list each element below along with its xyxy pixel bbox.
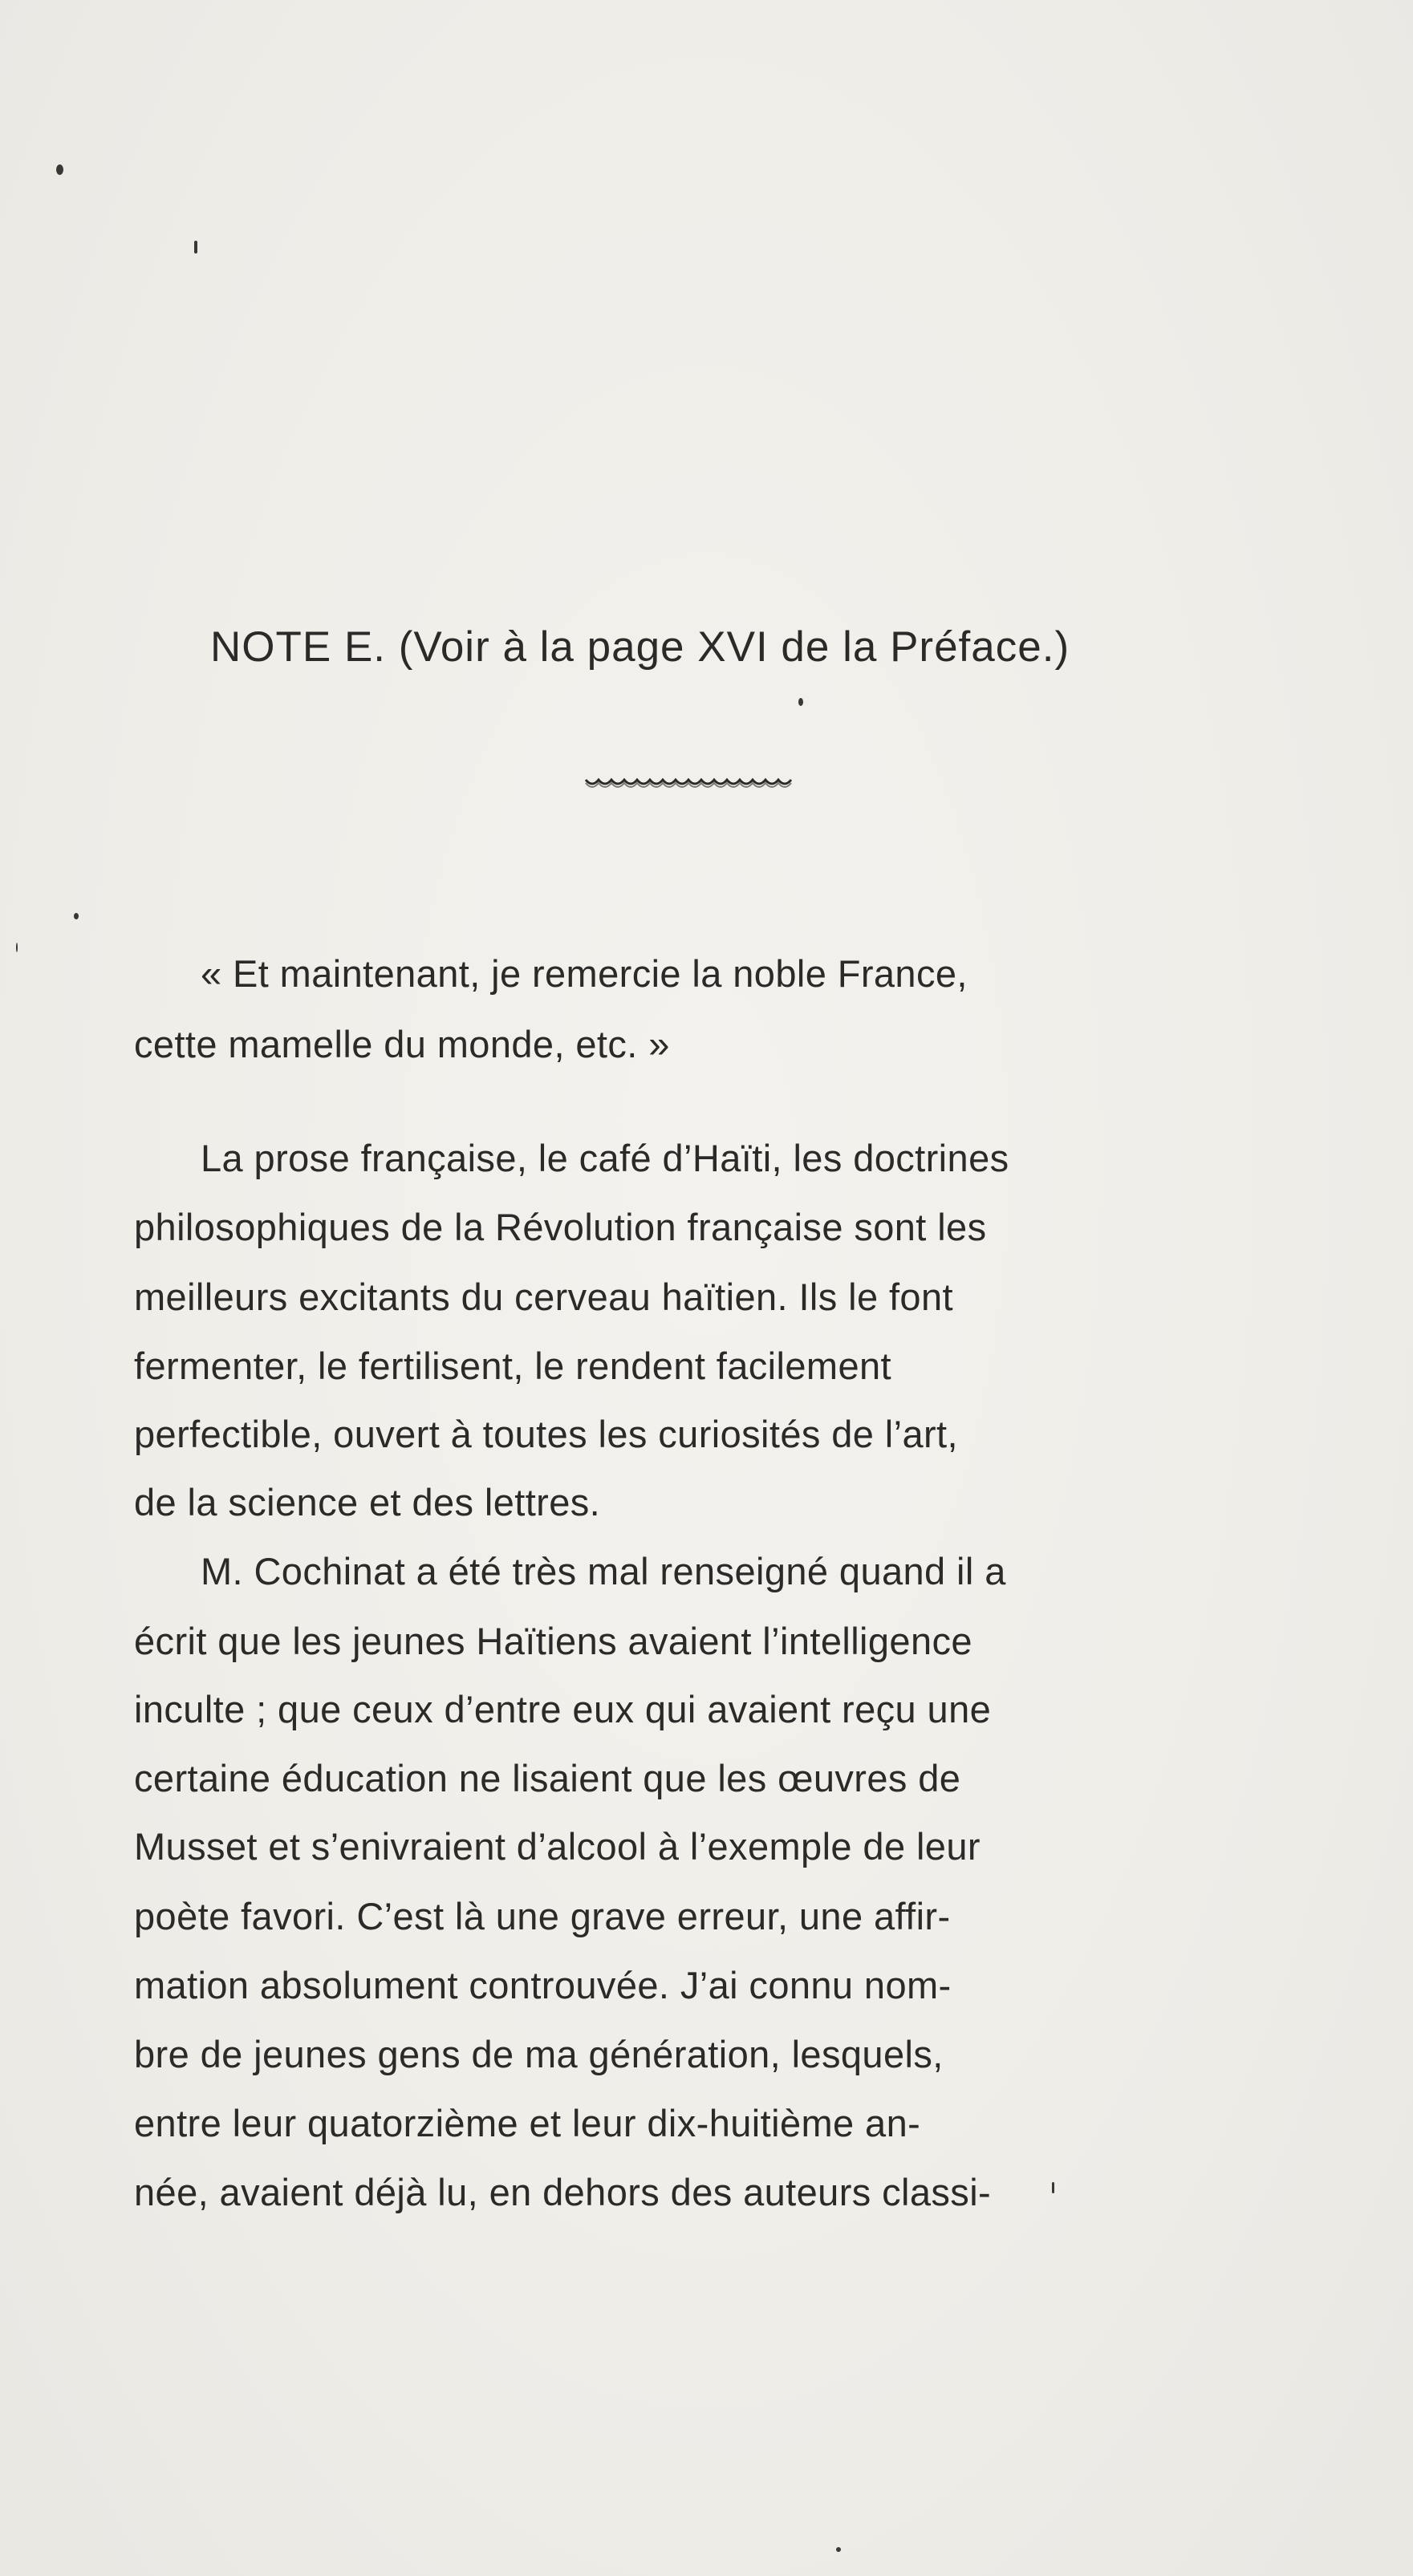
quote-line: « Et maintenant, je remercie la noble France,	[201, 952, 968, 995]
body-line: meilleurs excitants du cerveau haïtien. Ils le font	[134, 1276, 953, 1318]
body-line: poète favori. C’est là une grave erreur, une affir-	[134, 1895, 951, 1937]
wavy-rule-ornament	[584, 775, 798, 791]
speck	[194, 241, 197, 254]
body-line: M. Cochinat a été très mal renseigné quand il a	[201, 1550, 1006, 1592]
body-line: née, avaient déjà lu, en dehors des auteurs classi-	[134, 2171, 992, 2213]
body-line: perfectible, ouvert à toutes les curiosités de l’art,	[134, 1413, 958, 1455]
speck	[798, 698, 803, 706]
body-line: fermenter, le fertilisent, le rendent facilement	[134, 1345, 891, 1387]
note-heading: NOTE E. (Voir à la page XVI de la Préface.)	[210, 623, 1070, 671]
body-line: de la science et des lettres.	[134, 1481, 601, 1523]
body-line: inculte ; que ceux d’entre eux qui avaient reçu une	[134, 1688, 992, 1730]
speck	[16, 943, 18, 952]
speck	[56, 164, 63, 175]
body-line: entre leur quatorzième et leur dix-huitième an-	[134, 2102, 921, 2144]
speck	[74, 913, 79, 919]
body-line: mation absolument controuvée. J’ai connu nom-	[134, 1964, 952, 2006]
body-line: philosophiques de la Révolution française sont les	[134, 1206, 987, 1248]
body-line: La prose française, le café d’Haïti, les doctrines	[201, 1137, 1009, 1179]
body-line: Musset et s’enivraient d’alcool à l’exemple de leur	[134, 1825, 981, 1868]
body-line: bre de jeunes gens de ma génération, lesquels,	[134, 2033, 944, 2075]
speck	[836, 2547, 841, 2552]
quote-line: cette mamelle du monde, etc. »	[134, 1023, 670, 1065]
body-line: certaine éducation ne lisaient que les œuvres de	[134, 1757, 961, 1799]
body-line: écrit que les jeunes Haïtiens avaient l’intelligence	[134, 1620, 972, 1662]
